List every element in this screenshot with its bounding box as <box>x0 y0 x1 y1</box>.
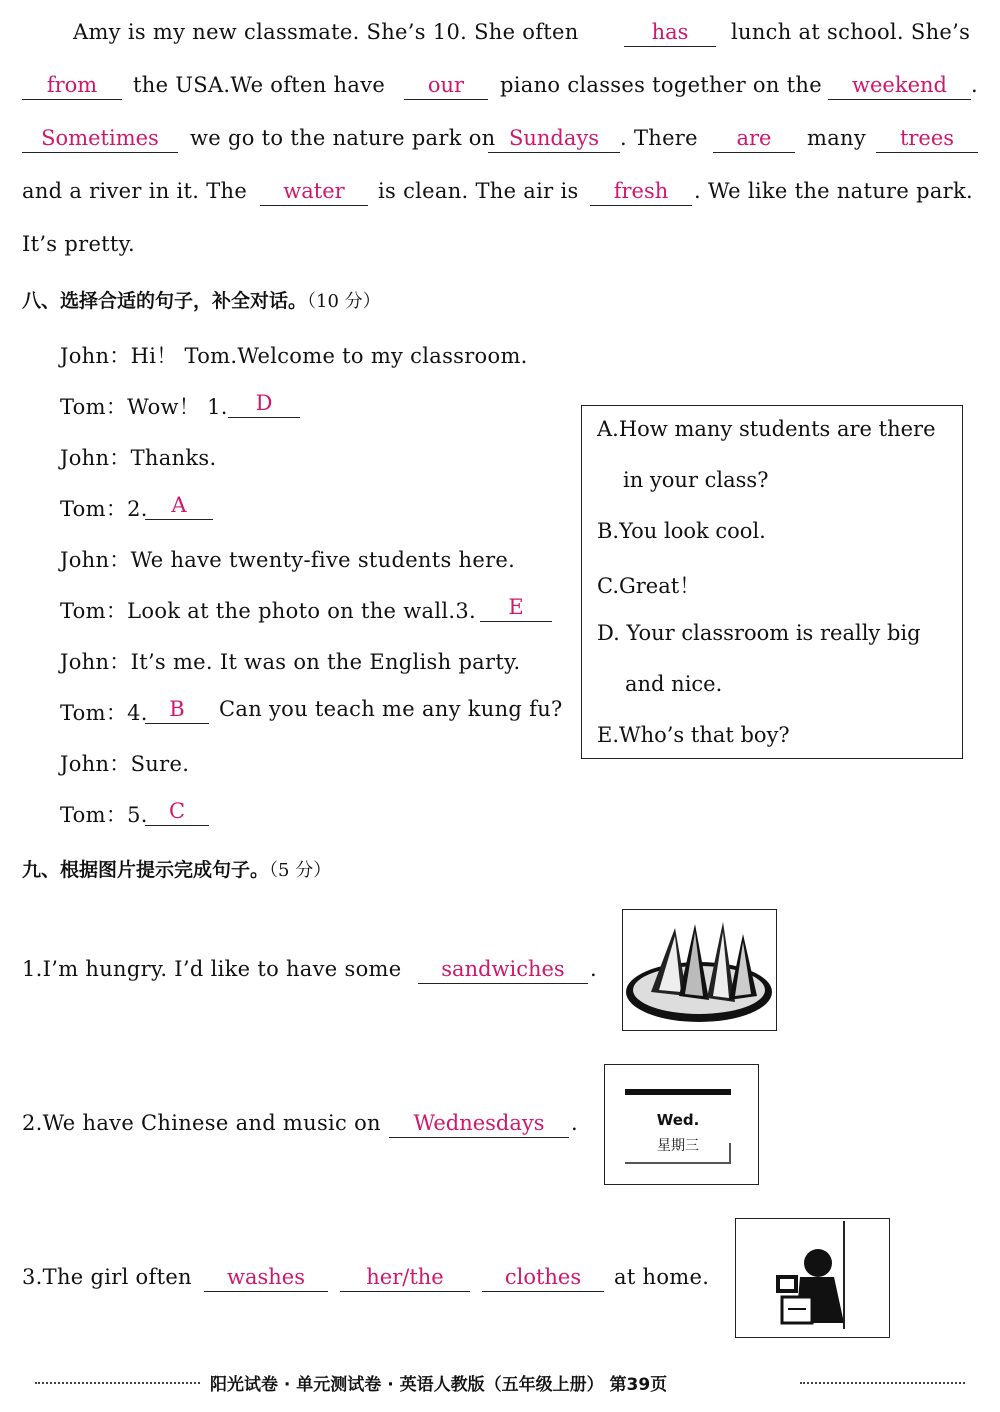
question-3-end: at home. <box>614 1265 710 1289</box>
footer-text: 阳光试卷 · 单元测试卷 · 英语人教版（五年级上册） 第39页 <box>210 1375 668 1395</box>
period: . <box>571 1111 578 1135</box>
calendar-day-en: Wed. <box>656 1111 700 1129</box>
dialogue-line: Tom：4. <box>60 701 148 725</box>
calendar-edge <box>729 1143 731 1164</box>
dialogue-line-end: Can you teach me any kung fu? <box>219 697 563 721</box>
footer-dots-right <box>800 1382 965 1384</box>
answer-text: clothes <box>504 1265 582 1289</box>
passage-line-3-word: many <box>807 126 867 150</box>
option-d: D. Your classroom is really big <box>597 621 921 645</box>
answer-text: our <box>427 73 465 97</box>
calendar-bar <box>625 1089 731 1095</box>
dialogue-line: Tom：Wow！ 1. <box>60 395 228 419</box>
passage-line-4-mid: is clean. The air is <box>378 179 579 203</box>
answer-text: washes <box>226 1265 305 1289</box>
section-9-title: 九、根据图片提示完成句子。 <box>22 859 270 881</box>
answer-text: A <box>171 493 187 517</box>
calendar-day-cn: 星期三 <box>657 1138 699 1154</box>
section-8-points: （10 分） <box>307 291 381 312</box>
option-c: C.Great！ <box>597 574 701 598</box>
passage-line-2: the USA.We often have <box>133 73 386 97</box>
dialogue-line: John：It’s me. It was on the English party. <box>60 650 521 674</box>
answer-text: Sometimes <box>41 126 159 150</box>
answer-text: her/the <box>366 1265 444 1289</box>
passage-line-1: Amy is my new classmate. She’s 10. She often <box>73 20 579 44</box>
answer-text: C <box>168 799 186 823</box>
section-8-title: 八、选择合适的句子，补全对话。 <box>22 290 308 312</box>
question-2: 2.We have Chinese and music on <box>22 1111 381 1135</box>
answer-text: trees <box>899 126 955 150</box>
answer-text: D <box>255 391 273 415</box>
option-e: E.Who’s that boy? <box>597 723 790 747</box>
section-8-heading <box>22 286 381 313</box>
sandwich-icon <box>623 910 775 1029</box>
answer-text: fresh <box>613 179 669 203</box>
section-9-points: （5 分） <box>269 860 332 881</box>
dialogue-line: Tom：Look at the photo on the wall.3. <box>60 599 476 623</box>
passage-line-4-end: . We like the nature park. <box>694 179 974 203</box>
washing-picture <box>735 1218 890 1338</box>
dialogue-line: John：We have twenty-five students here. <box>60 548 516 572</box>
answer-text: weekend <box>852 73 947 97</box>
option-a-cont: in your class? <box>623 468 769 492</box>
question-1: 1.I’m hungry. I’d like to have some <box>22 957 402 981</box>
dialogue-line: John：Hi！ Tom.Welcome to my classroom. <box>60 344 528 368</box>
passage-line-2-mid: piano classes together on the <box>500 73 822 97</box>
answer-text: Sundays <box>508 126 600 150</box>
sandwich-picture <box>622 909 777 1031</box>
dialogue-line: John：Thanks. <box>60 446 217 470</box>
page-footer <box>0 1368 1000 1398</box>
answer-text: B <box>169 697 185 721</box>
dialogue-line: Tom：5. <box>60 803 148 827</box>
passage-line-3: we go to the nature park on <box>190 126 496 150</box>
dialogue-line: John：Sure. <box>60 752 190 776</box>
answer-text: from <box>46 73 98 97</box>
answer-text: sandwiches <box>441 957 565 981</box>
period: . <box>590 957 597 981</box>
question-3: 3.The girl often <box>22 1265 192 1289</box>
answer-text: has <box>651 20 689 44</box>
calendar-picture <box>604 1064 759 1185</box>
answer-text: are <box>736 126 772 150</box>
options-box <box>581 405 963 759</box>
option-a: A.How many students are there <box>597 417 936 441</box>
answer-text: water <box>283 179 345 203</box>
calendar-edge <box>625 1162 729 1164</box>
passage-line-5: It’s pretty. <box>22 232 135 256</box>
period: . <box>971 73 978 97</box>
option-b: B.You look cool. <box>597 519 766 543</box>
passage-line-4: and a river in it. The <box>22 179 248 203</box>
dialogue-line: Tom：2. <box>60 497 148 521</box>
option-d-cont: and nice. <box>625 672 723 696</box>
section-9-heading <box>22 855 331 882</box>
answer-text: Wednesdays <box>413 1111 545 1135</box>
passage-line-3-mid: . There <box>620 126 698 150</box>
girl-washing-icon <box>736 1219 888 1336</box>
footer-dots-left <box>35 1382 200 1384</box>
answer-text: E <box>508 595 524 619</box>
passage-line-1-end: lunch at school. She’s <box>731 20 971 44</box>
